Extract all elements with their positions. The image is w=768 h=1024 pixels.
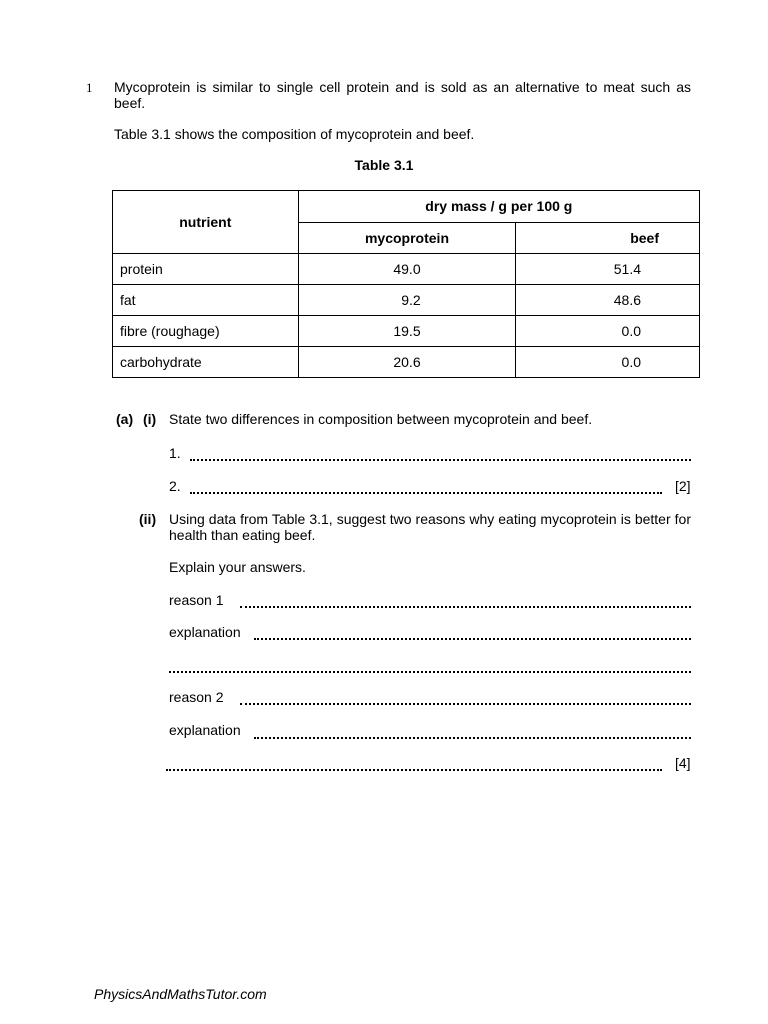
part-a-label: (a) — [116, 411, 134, 427]
part-ii-label: (ii) — [139, 511, 157, 527]
table-reference-text: Table 3.1 shows the composition of mycoprotein and beef. — [114, 126, 475, 142]
marks-i: [2] — [675, 478, 691, 494]
mycoprotein-cell: 49.0 — [298, 254, 516, 285]
explanation-2-label: explanation — [169, 722, 241, 738]
table-row — [113, 254, 700, 285]
question-intro: Mycoprotein is similar to single cell protein and is sold as an alternative to meat such as beef. — [114, 79, 691, 111]
answer-line-1[interactable] — [190, 459, 691, 461]
part-ii-question: Using data from Table 3.1, suggest two reasons why eating mycoprotein is better for health than eating beef. — [169, 511, 691, 543]
nutrient-cell: fibre (roughage) — [113, 316, 299, 347]
nutrient-cell: protein — [113, 254, 299, 285]
mycoprotein-cell: 19.5 — [298, 316, 516, 347]
nutrient-cell: fat — [113, 285, 299, 316]
explanation-1-line[interactable] — [254, 638, 691, 640]
table-row — [113, 347, 700, 378]
table-row — [113, 316, 700, 347]
answer-line-2-label: 2. — [169, 478, 181, 494]
beef-cell: 0.0 — [516, 347, 700, 378]
explanation-2-line[interactable] — [254, 737, 691, 739]
beef-cell: 0.0 — [516, 316, 700, 347]
explain-instruction: Explain your answers. — [169, 559, 306, 575]
header-beef: beef — [516, 222, 700, 254]
part-i-question: State two differences in composition between mycoprotein and beef. — [169, 411, 593, 427]
table-caption: Table 3.1 — [354, 157, 414, 173]
answer-line-1-label: 1. — [169, 445, 181, 461]
explanation-1-line-2[interactable] — [169, 671, 691, 673]
explanation-1-label: explanation — [169, 624, 241, 640]
explanation-2-line-2[interactable] — [166, 769, 662, 771]
marks-ii: [4] — [675, 755, 691, 771]
header-mycoprotein: mycoprotein — [298, 222, 516, 254]
part-i-label: (i) — [143, 411, 157, 427]
answer-line-2[interactable] — [190, 492, 662, 494]
footer-source: PhysicsAndMathsTutor.com — [94, 986, 267, 1002]
reason-2-line[interactable] — [240, 703, 691, 705]
table-row — [113, 285, 700, 316]
nutrient-cell: carbohydrate — [113, 347, 299, 378]
question-number: 1 — [86, 80, 93, 95]
beef-cell: 48.6 — [516, 285, 700, 316]
composition-table — [112, 190, 700, 378]
mycoprotein-cell: 20.6 — [298, 347, 516, 378]
reason-1-line[interactable] — [240, 606, 691, 608]
reason-2-label: reason 2 — [169, 689, 224, 705]
mycoprotein-cell: 9.2 — [298, 285, 516, 316]
beef-cell: 51.4 — [516, 254, 700, 285]
header-dry-mass: dry mass / g per 100 g — [298, 191, 699, 223]
reason-1-label: reason 1 — [169, 592, 224, 608]
header-nutrient: nutrient — [113, 191, 299, 254]
